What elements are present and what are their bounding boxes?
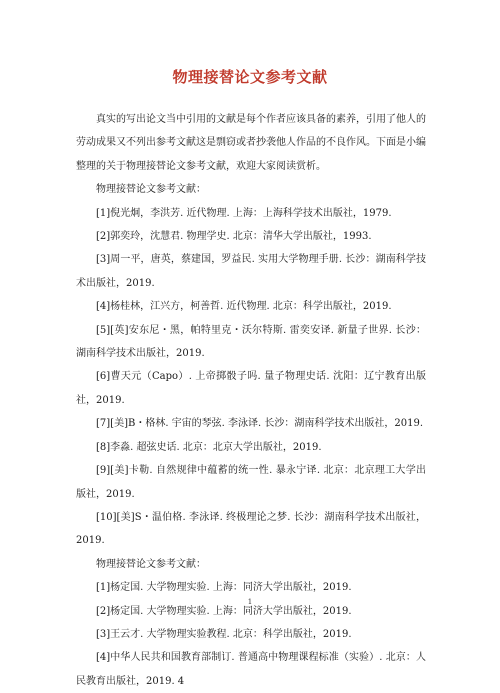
reference-entry: [9][美]卡勒. 自然规律中蕴蓄的统一性. 暴永宁译. 北京：北京理工大学出版社，2019.: [76, 465, 426, 500]
reference-entry: [1]杨定国. 大学物理实验. 上海：同济大学出版社，2019.: [96, 582, 352, 594]
reference-entry: [2]郭奕玲，沈慧君. 物理学史. 北京：清华大学出版社，1993.: [96, 231, 372, 243]
reference-entry: [10][美]S・温伯格. 李泳译. 终极理论之梦. 长沙：湖南科学技术出版社，2019.: [76, 511, 426, 547]
reference-entry: [1]倪光炯，李洪芳. 近代物理. 上海：上海科学技术出版社，1979.: [96, 207, 392, 219]
section-heading: 物理接替论文参考文献：: [96, 184, 206, 196]
reference-entry: [2]杨定国. 大学物理实验. 上海：同济大学出版社，2019.: [96, 605, 352, 617]
reference-entry: [3]周一平，唐英，蔡建国，罗益民. 实用大学物理手册. 长沙：湖南科学技术出版社，2019.: [76, 254, 426, 289]
reference-entry: [7][美]B・格林. 宇宙的琴弦. 李泳译. 长沙：湖南科学技术出版社，2019.: [96, 418, 424, 430]
reference-entry: [4]中华人民共和国教育部制订. 普通高中物理课程标准（实验）. 北京：人民教育出版社，2019. 4: [76, 652, 426, 687]
reference-entry: [4]杨桂林，江兴方，柯善哲. 近代物理. 北京：科学出版社，2019.: [96, 301, 392, 313]
document-title: 物理接替论文参考文献: [172, 68, 328, 86]
section-heading: 物理接替论文参考文献：: [96, 558, 206, 570]
intro-paragraph: 真实的写出论文当中引用的文献是每个作者应该具备的素养，引用了他人的劳动成果又不列出参考文献这是剽窃或者抄袭他人作品的不良作风。下面是小编整理的关于物理接替论文参考文献，欢迎大家阅读赏析。: [76, 114, 426, 172]
reference-entry: [3]王云才. 大学物理实验教程. 北京：科学出版社，2019.: [96, 628, 352, 640]
page-number: 1: [247, 598, 253, 606]
reference-entry: [5][英]安东尼・黑，帕特里克・沃尔特斯. 雷奕安译. 新量子世界. 长沙：湖南科学技术出版社，2019.: [76, 324, 426, 360]
reference-entry: [6]曹天元（Capo）. 上帝掷骰子吗. 量子物理史话. 沈阳：辽宁教育出版社，2019.: [76, 371, 426, 406]
reference-entry: [8]李淼. 超弦史话. 北京：北京大学出版社，2019.: [96, 441, 322, 453]
